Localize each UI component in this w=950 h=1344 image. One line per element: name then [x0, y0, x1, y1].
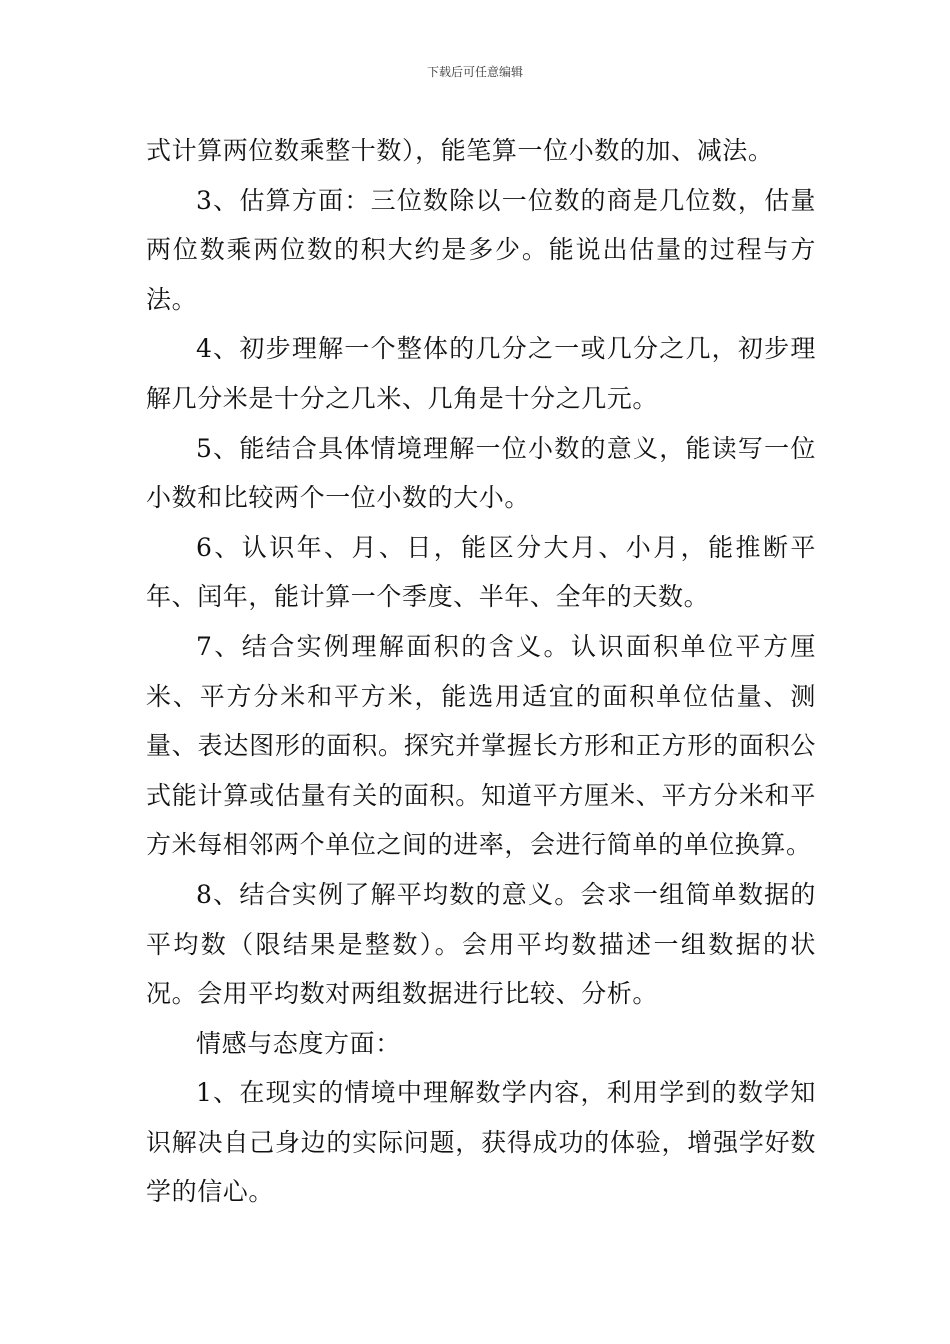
paragraph-continuation: 式计算两位数乘整十数），能笔算一位小数的加、减法。 [146, 136, 774, 165]
paragraph-fractions: 4、初步理解一个整体的几分之一或几分之几，初步理解几分米是十分之几米、几角是十分之几元。 [146, 334, 816, 413]
section-heading-attitude: 情感与态度方面： [196, 1028, 401, 1058]
paragraph-estimation: 3、估算方面：三位数除以一位数的商是几位数，估量两位数乘两位数的积大约是多少。能说出估量的过程与方法。 [146, 185, 816, 314]
paragraph-attitude-1: 1、在现实的情境中理解数学内容，利用学到的数学知识解决自己身边的实际问题，获得成功的体验，增强学好数学的信心。 [146, 1078, 816, 1207]
paragraph-area: 7、结合实例理解面积的含义。认识面积单位平方厘米、平方分米和平方米，能选用适宜的面积单位估量、测量、表达图形的面积。探究并掌握长方形和正方形的面积公式能计算或估量有关的面积。知道平方厘米、平方分米和平方米每相邻两个单位之间的进率，会进行简单的单位换算。 [146, 631, 816, 860]
page-header: 下载后可任意编辑 [426, 65, 523, 79]
document-body [146, 126, 816, 1217]
paragraph-average: 8、结合实例了解平均数的意义。会求一组简单数据的平均数（限结果是整数）。会用平均数描述一组数据的状况。会用平均数对两组数据进行比较、分析。 [146, 879, 816, 1009]
paragraph-decimals: 5、能结合具体情境理解一位小数的意义，能读写一位小数和比较两个一位小数的大小。 [146, 433, 816, 513]
paragraph-calendar: 6、认识年、月、日，能区分大月、小月，能推断平年、闰年，能计算一个季度、半年、全年的天数。 [146, 532, 816, 612]
